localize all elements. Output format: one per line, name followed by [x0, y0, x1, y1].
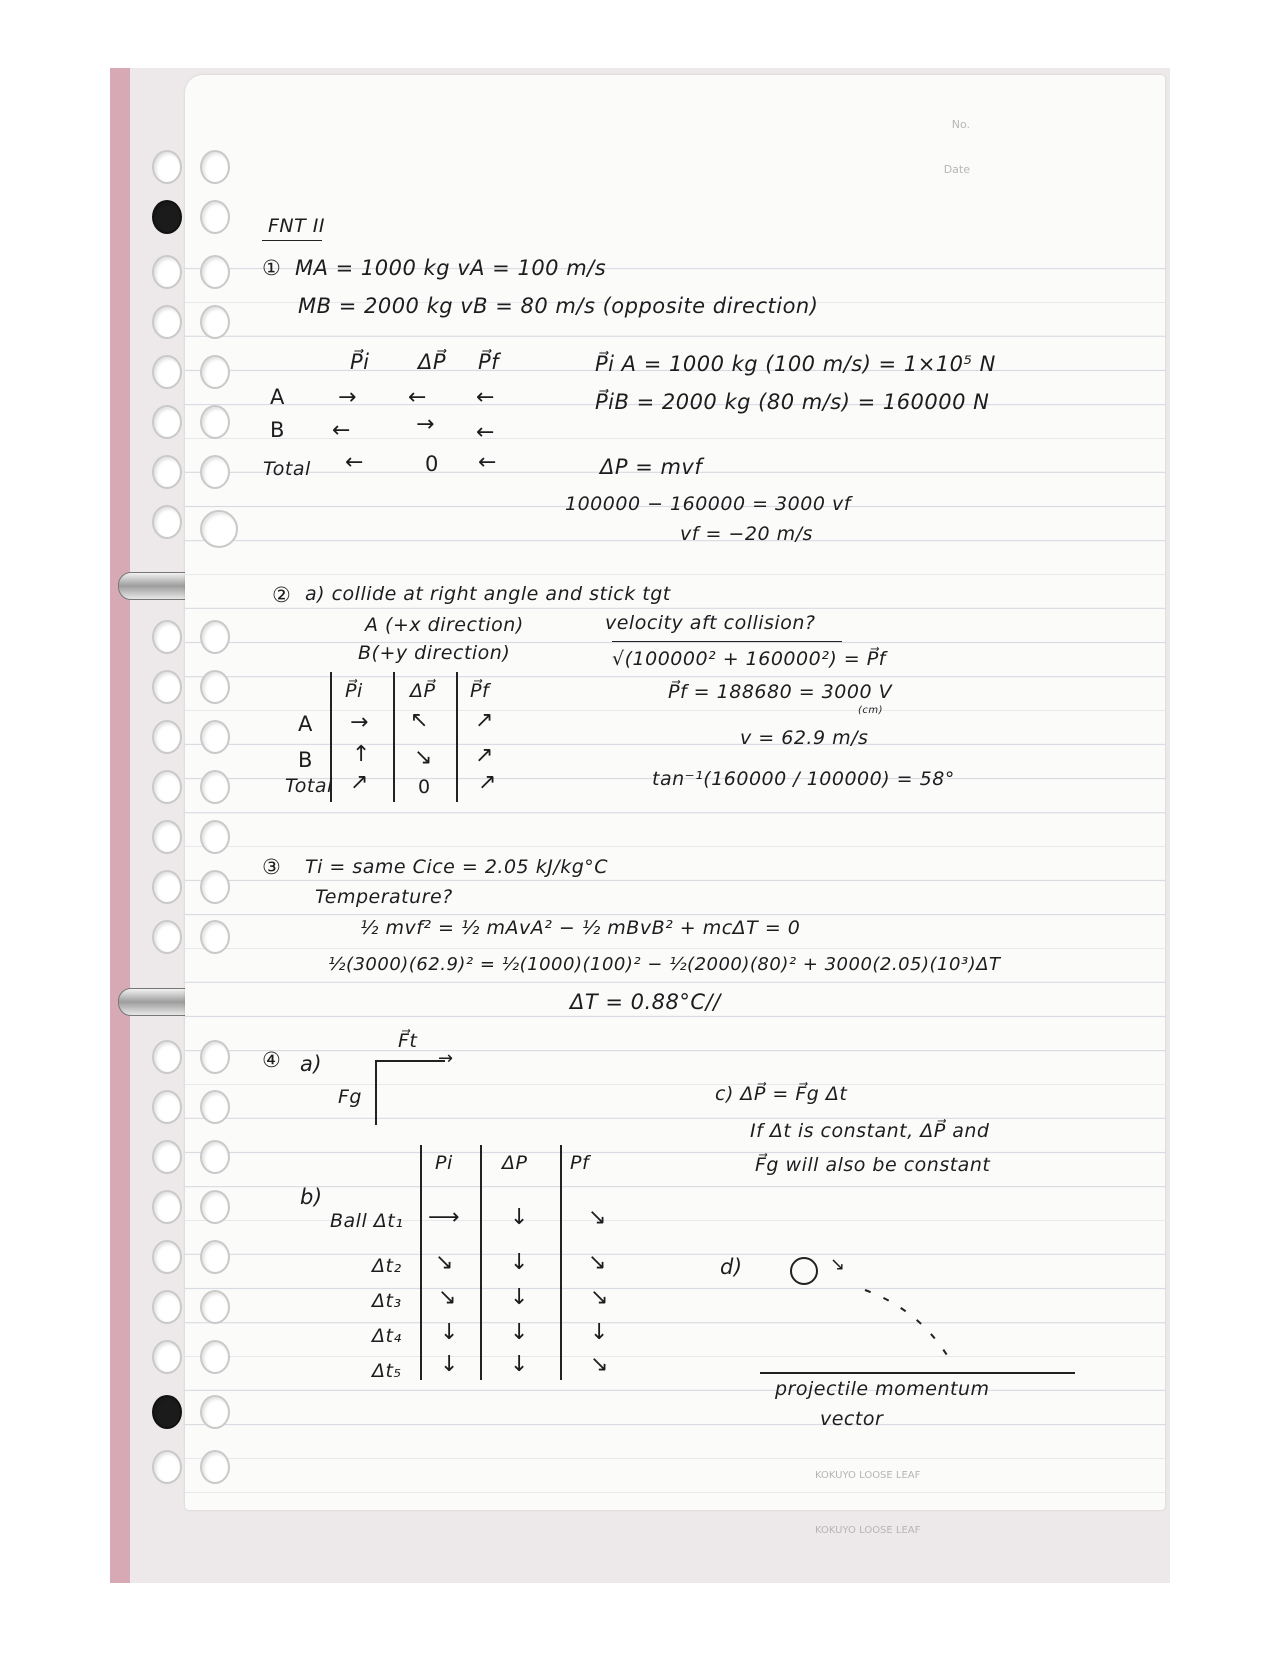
q1-row-label: Total [263, 458, 311, 480]
q1-cell: ← [476, 385, 495, 410]
q4-cell: ↓ [510, 1205, 529, 1230]
q3-given: Ti = same Cice = 2.05 kJ/kg°C [305, 856, 609, 878]
q4-d-caption-2: vector [820, 1408, 884, 1430]
no-label: No. [951, 118, 970, 131]
q2-calc-unit: (cm) [858, 705, 884, 716]
trajectory-path-icon [860, 1285, 980, 1370]
q4-part-d: d) [720, 1255, 743, 1279]
q2-cell: ↑ [352, 742, 371, 767]
q4-cell: ↘ [435, 1250, 454, 1275]
velocity-arrow-icon: ↘ [830, 1254, 846, 1275]
q2-row-label: Total [285, 775, 333, 797]
q1-header-pf: P⃗f [478, 350, 500, 374]
page-title: FNT II [268, 215, 325, 237]
q2-header-pf: P⃗f [470, 680, 490, 702]
q1-calc-pib: P⃗iB = 2000 kg (80 m/s) = 160000 N [595, 390, 990, 414]
q2-number: ② [272, 583, 292, 607]
q2-cell: ↘ [414, 745, 433, 770]
q4-cell: ↓ [590, 1320, 609, 1345]
q4-part-c-line2: If Δt is constant, ΔP⃗ and [750, 1120, 990, 1142]
q4-force-ft: F⃗t [398, 1030, 418, 1052]
q1-cell: ← [345, 450, 364, 475]
q4-d-caption-1: projectile momentum [775, 1378, 990, 1400]
q4-part-c-line3: F⃗g will also be constant [755, 1154, 991, 1176]
q2-calc-sqrt: √(100000² + 160000²) = P⃗f [612, 648, 886, 670]
q2-calc-v: v = 62.9 m/s [740, 727, 869, 749]
q2-question: velocity aft collision? [605, 612, 816, 634]
q4-part-a: a) [300, 1052, 323, 1076]
q1-cell: → [416, 412, 435, 437]
q4-cell: ↓ [510, 1320, 529, 1345]
q4-row-label: Δt₂ [372, 1255, 402, 1277]
sheet-header-area [185, 75, 1165, 235]
q1-cell: ← [478, 450, 497, 475]
q2-cell: ↖ [410, 708, 429, 733]
q4-cell: ↓ [510, 1250, 529, 1275]
q4-cell: ↘ [588, 1205, 607, 1230]
q4-row-label: Δt₅ [372, 1360, 402, 1382]
date-label: Date [943, 163, 970, 176]
q4-header-pi: Pi [435, 1152, 453, 1174]
q2-cell: ↗ [475, 708, 494, 733]
q1-cell: → [338, 385, 357, 410]
q1-calc-dp: ΔP = mvf [600, 455, 703, 479]
ground-line [760, 1372, 1075, 1374]
q4-cell: ↘ [590, 1285, 609, 1310]
q4-force-fg: Fg [338, 1086, 362, 1108]
q1-row-label: A [270, 385, 285, 409]
q1-cell: ← [408, 385, 427, 410]
paper-brand-footer: KOKUYO LOOSE LEAF [815, 1470, 921, 1481]
q3-question: Temperature? [315, 886, 453, 908]
q1-cell: ← [476, 420, 495, 445]
q2-row-label: A [298, 712, 313, 736]
fbd-horizontal-axis [375, 1060, 445, 1062]
q4-cell: ↘ [438, 1285, 457, 1310]
q1-cell: 0 [425, 452, 439, 476]
q2-calc-pf: P⃗f = 188680 = 3000 V [668, 681, 893, 703]
q4-cell: ⟶ [428, 1205, 460, 1230]
q4-cell: ↘ [588, 1250, 607, 1275]
q4-row-label: Ball Δt₁ [330, 1210, 404, 1232]
q2-part-a: a) collide at right angle and stick tgt [305, 583, 671, 605]
q4-cell: ↘ [590, 1352, 609, 1377]
q1-header-dp: ΔP⃗ [418, 350, 447, 374]
q1-row-label: B [270, 418, 285, 442]
q1-number: ① [262, 256, 282, 280]
q1-calc-eq: 100000 − 160000 = 3000 vf [565, 493, 851, 515]
q2-cell: ↗ [478, 770, 497, 795]
q1-calc-vf: vf = −20 m/s [680, 523, 813, 545]
q1-given-b: MB = 2000 kg vB = 80 m/s (opposite direction) [298, 294, 819, 318]
q4-cell: ↓ [440, 1320, 459, 1345]
q1-given-a: MA = 1000 kg vA = 100 m/s [295, 256, 607, 280]
q4-header-pf: Pf [570, 1152, 590, 1174]
fbd-arrow-icon: → [438, 1048, 454, 1069]
q4-part-c-eq: c) ΔP⃗ = F⃗g Δt [715, 1083, 848, 1105]
q3-result: ΔT = 0.88°C// [570, 990, 721, 1014]
q2-header-pi: P⃗i [345, 680, 363, 702]
fbd-vertical-axis [375, 1060, 377, 1125]
q4-header-dp: ΔP [502, 1152, 528, 1174]
q4-cell: ↓ [440, 1352, 459, 1377]
title-underline [262, 240, 322, 241]
q2-row-label: B [298, 748, 313, 772]
q2-calc-angle: tan⁻¹(160000 / 100000) = 58° [652, 768, 955, 790]
q4-cell: ↓ [510, 1352, 529, 1377]
q3-equation-2: ½(3000)(62.9)² = ½(1000)(100)² − ½(2000)(80)² + 3000(2.05)(10³)ΔT [328, 954, 1001, 975]
q1-cell: ← [332, 418, 351, 443]
q4-part-b: b) [300, 1185, 323, 1209]
q2-cell: → [350, 710, 369, 735]
projectile-ball-icon [790, 1257, 818, 1285]
q2-header-dp: ΔP⃗ [410, 680, 436, 702]
q1-header-pi: P⃗i [350, 350, 370, 374]
q2-a-direction: A (+x direction) [365, 614, 524, 636]
q2-cell: 0 [418, 776, 431, 798]
q3-equation-1: ½ mvf² = ½ mAvA² − ½ mBvB² + mcΔT = 0 [360, 917, 801, 939]
q4-row-label: Δt₄ [372, 1325, 402, 1347]
q4-cell: ↓ [510, 1285, 529, 1310]
paper-brand-footer-under: KOKUYO LOOSE LEAF [815, 1525, 921, 1536]
q2-cell: ↗ [475, 743, 494, 768]
q4-number: ④ [262, 1048, 282, 1072]
q1-calc-pia: P⃗i A = 1000 kg (100 m/s) = 1×10⁵ N [595, 352, 996, 376]
q2-b-direction: B(+y direction) [358, 642, 511, 664]
q2-cell: ↗ [350, 770, 369, 795]
q3-number: ③ [262, 855, 282, 879]
q4-row-label: Δt₃ [372, 1290, 402, 1312]
